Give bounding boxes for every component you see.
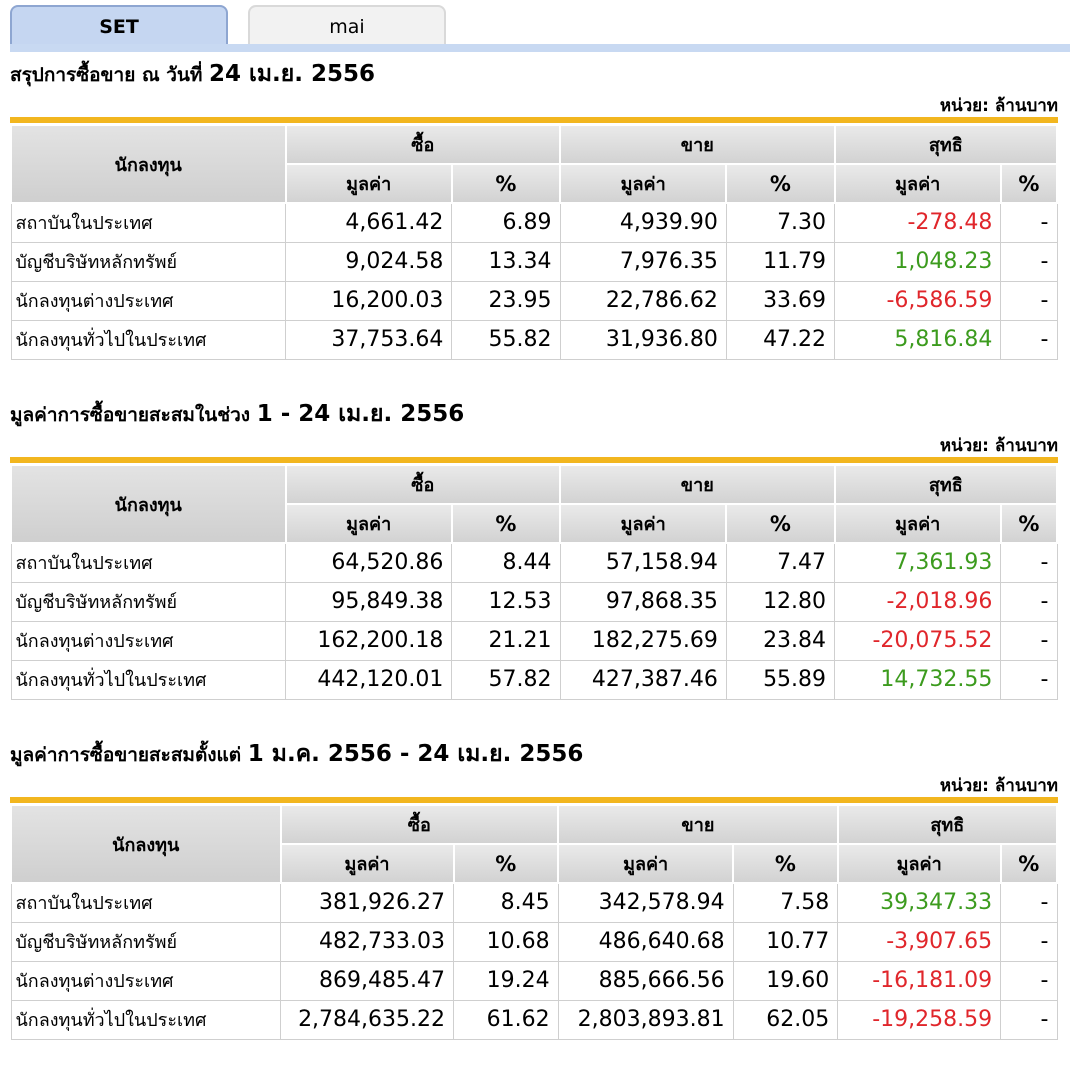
accent-bar xyxy=(10,797,1058,803)
header-sell-value: มูลค่า xyxy=(560,164,726,203)
sell-pct: 19.60 xyxy=(733,961,838,1000)
tab-set[interactable]: SET xyxy=(10,5,228,45)
sell-value: 182,275.69 xyxy=(560,621,726,660)
sell-pct: 55.89 xyxy=(726,660,834,699)
header-sell-value: มูลค่า xyxy=(560,504,726,543)
section-title-date: 1 - 24 เม.ย. 2556 xyxy=(256,401,465,427)
buy-value: 442,120.01 xyxy=(286,660,452,699)
sell-value: 31,936.80 xyxy=(560,320,726,359)
sell-pct: 33.69 xyxy=(726,281,834,320)
unit-label: หน่วย: ล้านบาท xyxy=(939,436,1058,456)
sell-pct: 62.05 xyxy=(733,1000,838,1039)
header-investor: นักลงทุน xyxy=(11,125,286,203)
sell-value: 7,976.35 xyxy=(560,242,726,281)
header-buy-value: มูลค่า xyxy=(286,164,452,203)
table-row xyxy=(11,203,1057,242)
unit-label: หน่วย: ล้านบาท xyxy=(939,776,1058,796)
sell-value: 57,158.94 xyxy=(560,543,726,582)
header-sell-pct: % xyxy=(733,844,838,883)
header-buy-pct: % xyxy=(452,164,560,203)
summary-section xyxy=(10,736,1058,1046)
header-buy-pct: % xyxy=(454,844,559,883)
header-buy-value: มูลค่า xyxy=(286,504,452,543)
investor-name: นักลงทุนต่างประเทศ xyxy=(11,281,286,320)
net-pct: - xyxy=(1001,1000,1057,1039)
buy-pct: 6.89 xyxy=(452,203,560,242)
table-row xyxy=(11,922,1057,961)
investor-name: บัญชีบริษัทหลักทรัพย์ xyxy=(11,242,286,281)
buy-value: 162,200.18 xyxy=(286,621,452,660)
net-value: -19,258.59 xyxy=(838,1000,1001,1039)
table-row xyxy=(11,242,1057,281)
table-row xyxy=(11,883,1057,922)
buy-value: 9,024.58 xyxy=(286,242,452,281)
header-investor: นักลงทุน xyxy=(11,465,286,543)
sell-pct: 23.84 xyxy=(726,621,834,660)
summary-section xyxy=(10,56,1058,366)
trading-summary-table xyxy=(10,464,1058,700)
sell-value: 427,387.46 xyxy=(560,660,726,699)
sell-pct: 7.58 xyxy=(733,883,838,922)
buy-pct: 21.21 xyxy=(452,621,560,660)
header-buy: ซื้อ xyxy=(286,125,561,164)
buy-value: 869,485.47 xyxy=(281,961,454,1000)
header-buy: ซื้อ xyxy=(281,805,559,844)
investor-name: บัญชีบริษัทหลักทรัพย์ xyxy=(11,582,286,621)
net-value: 1,048.23 xyxy=(835,242,1001,281)
header-net-pct: % xyxy=(1001,504,1057,543)
header-net-value: มูลค่า xyxy=(838,844,1001,883)
accent-bar xyxy=(10,117,1058,123)
sell-value: 885,666.56 xyxy=(558,961,733,1000)
investor-name: นักลงทุนทั่วไปในประเทศ xyxy=(11,660,286,699)
header-sell-pct: % xyxy=(726,504,834,543)
net-pct: - xyxy=(1001,961,1057,1000)
net-pct: - xyxy=(1001,543,1057,582)
section-title xyxy=(10,396,464,432)
buy-value: 95,849.38 xyxy=(286,582,452,621)
net-value: -16,181.09 xyxy=(838,961,1001,1000)
table-row xyxy=(11,320,1057,359)
sell-value: 342,578.94 xyxy=(558,883,733,922)
table-row xyxy=(11,582,1057,621)
investor-name: บัญชีบริษัทหลักทรัพย์ xyxy=(11,922,281,961)
net-value: -6,586.59 xyxy=(835,281,1001,320)
investor-name: นักลงทุนทั่วไปในประเทศ xyxy=(11,1000,281,1039)
buy-pct: 55.82 xyxy=(452,320,560,359)
summary-section xyxy=(10,396,1058,706)
investor-name: นักลงทุนต่างประเทศ xyxy=(11,621,286,660)
net-pct: - xyxy=(1001,582,1057,621)
header-net: สุทธิ xyxy=(835,125,1057,164)
header-net-pct: % xyxy=(1001,844,1057,883)
tab-underline xyxy=(10,44,1070,52)
tab-mai[interactable]: mai xyxy=(248,5,446,45)
market-tabs xyxy=(0,0,1076,54)
trading-summary-table xyxy=(10,124,1058,360)
header-net-value: มูลค่า xyxy=(835,164,1001,203)
section-title xyxy=(10,56,375,92)
net-value: -278.48 xyxy=(835,203,1001,242)
header-net: สุทธิ xyxy=(838,805,1057,844)
sell-value: 486,640.68 xyxy=(558,922,733,961)
sell-pct: 7.30 xyxy=(726,203,834,242)
header-investor: นักลงทุน xyxy=(11,805,281,883)
net-value: -20,075.52 xyxy=(835,621,1001,660)
buy-value: 37,753.64 xyxy=(286,320,452,359)
net-pct: - xyxy=(1001,281,1057,320)
buy-pct: 61.62 xyxy=(454,1000,559,1039)
header-buy: ซื้อ xyxy=(286,465,561,504)
section-title xyxy=(10,736,583,772)
buy-pct: 8.45 xyxy=(454,883,559,922)
investor-name: สถาบันในประเทศ xyxy=(11,543,286,582)
header-sell: ขาย xyxy=(560,125,835,164)
buy-value: 64,520.86 xyxy=(286,543,452,582)
unit-label: หน่วย: ล้านบาท xyxy=(939,96,1058,116)
header-buy-value: มูลค่า xyxy=(281,844,454,883)
table-row xyxy=(11,660,1057,699)
buy-pct: 57.82 xyxy=(452,660,560,699)
net-pct: - xyxy=(1001,320,1057,359)
net-value: 39,347.33 xyxy=(838,883,1001,922)
sell-pct: 10.77 xyxy=(733,922,838,961)
sell-pct: 7.47 xyxy=(726,543,834,582)
sell-value: 2,803,893.81 xyxy=(558,1000,733,1039)
buy-value: 2,784,635.22 xyxy=(281,1000,454,1039)
section-title-date: 1 ม.ค. 2556 - 24 เม.ย. 2556 xyxy=(247,741,584,767)
net-pct: - xyxy=(1001,660,1057,699)
net-pct: - xyxy=(1001,242,1057,281)
table-row xyxy=(11,621,1057,660)
investor-name: สถาบันในประเทศ xyxy=(11,883,281,922)
investor-name: นักลงทุนทั่วไปในประเทศ xyxy=(11,320,286,359)
table-row xyxy=(11,281,1057,320)
header-sell: ขาย xyxy=(560,465,835,504)
table-row xyxy=(11,543,1057,582)
header-buy-pct: % xyxy=(452,504,560,543)
buy-pct: 10.68 xyxy=(454,922,559,961)
sell-value: 97,868.35 xyxy=(560,582,726,621)
buy-value: 4,661.42 xyxy=(286,203,452,242)
sell-value: 4,939.90 xyxy=(560,203,726,242)
trading-summary-table xyxy=(10,804,1058,1040)
sell-pct: 12.80 xyxy=(726,582,834,621)
net-value: 7,361.93 xyxy=(835,543,1001,582)
buy-pct: 12.53 xyxy=(452,582,560,621)
buy-pct: 13.34 xyxy=(452,242,560,281)
investor-name: สถาบันในประเทศ xyxy=(11,203,286,242)
section-title-date: 24 เม.ย. 2556 xyxy=(209,61,376,87)
buy-value: 381,926.27 xyxy=(281,883,454,922)
investor-name: นักลงทุนต่างประเทศ xyxy=(11,961,281,1000)
buy-pct: 23.95 xyxy=(452,281,560,320)
buy-value: 16,200.03 xyxy=(286,281,452,320)
sell-pct: 11.79 xyxy=(726,242,834,281)
section-title-text: มูลค่าการซื้อขายสะสมในช่วง xyxy=(10,404,251,426)
header-sell-pct: % xyxy=(726,164,834,203)
sell-value: 22,786.62 xyxy=(560,281,726,320)
section-title-text: สรุปการซื้อขาย ณ วันที่ xyxy=(10,64,203,86)
net-value: 5,816.84 xyxy=(835,320,1001,359)
net-value: -2,018.96 xyxy=(835,582,1001,621)
buy-pct: 8.44 xyxy=(452,543,560,582)
net-pct: - xyxy=(1001,883,1057,922)
buy-pct: 19.24 xyxy=(454,961,559,1000)
net-pct: - xyxy=(1001,621,1057,660)
net-value: 14,732.55 xyxy=(835,660,1001,699)
header-net-pct: % xyxy=(1001,164,1057,203)
table-row xyxy=(11,961,1057,1000)
header-net: สุทธิ xyxy=(835,465,1057,504)
buy-value: 482,733.03 xyxy=(281,922,454,961)
net-pct: - xyxy=(1001,203,1057,242)
accent-bar xyxy=(10,457,1058,463)
section-title-text: มูลค่าการซื้อขายสะสมตั้งแต่ xyxy=(10,744,242,766)
net-pct: - xyxy=(1001,922,1057,961)
sell-pct: 47.22 xyxy=(726,320,834,359)
header-sell: ขาย xyxy=(558,805,838,844)
header-sell-value: มูลค่า xyxy=(558,844,733,883)
net-value: -3,907.65 xyxy=(838,922,1001,961)
table-row xyxy=(11,1000,1057,1039)
header-net-value: มูลค่า xyxy=(835,504,1001,543)
